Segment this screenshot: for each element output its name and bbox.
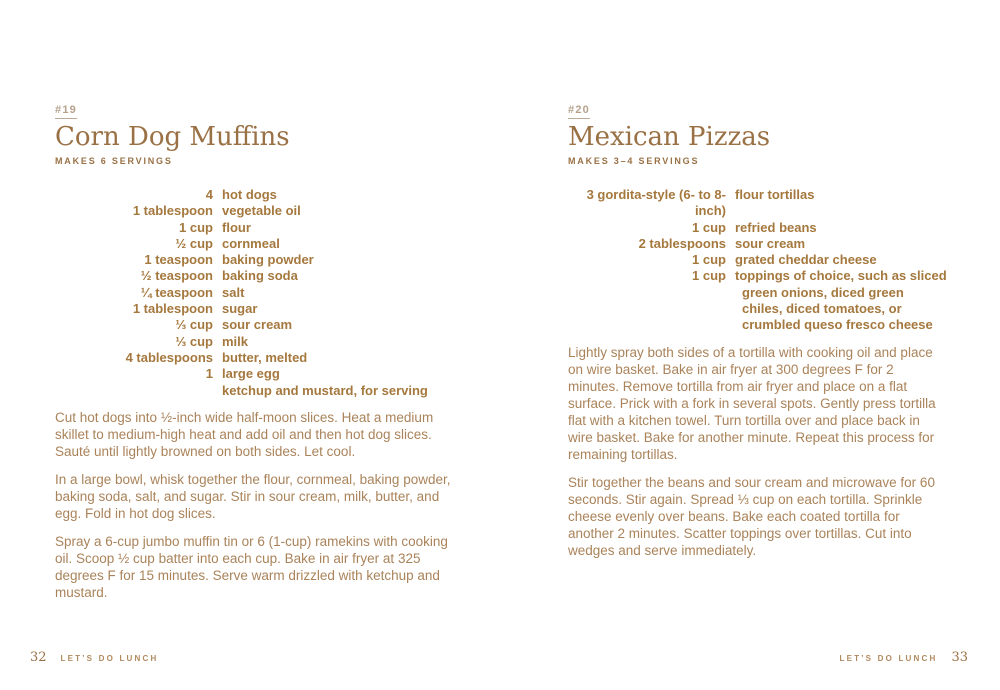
ingredient-amount: 4 tablespoons bbox=[125, 349, 213, 365]
servings-line: MAKES 3–4 SERVINGS bbox=[568, 156, 700, 166]
ingredient-amount: ½ teaspoon bbox=[140, 268, 213, 284]
instruction-paragraph: In a large bowl, whisk together the flour, cornmeal, baking powder, baking soda, salt, and sugar. Stir in sour cream, milk, butter, and egg. Fold in hot dog slices. bbox=[55, 471, 451, 521]
ingredient-name: baking powder bbox=[222, 252, 314, 268]
ingredient-name: sour cream bbox=[735, 235, 806, 251]
ingredient-name: large egg bbox=[222, 366, 280, 382]
instructions bbox=[568, 344, 947, 559]
ingredient-name: cornmeal bbox=[222, 235, 280, 251]
ingredient-amount: ¼ teaspoon bbox=[140, 284, 213, 300]
ingredient-amount: 1 tablespoon bbox=[132, 203, 213, 219]
ingredient-name: butter, melted bbox=[222, 349, 308, 365]
instruction-paragraph: Spray a 6-cup jumbo muffin tin or 6 (1-cup) ramekins with cooking oil. Scoop ½ cup batter into each cup. Bake in air fryer at 325 degrees F for 15 minutes. Serve warm drizzled with ketchup and mustard. bbox=[55, 533, 448, 600]
recipe-title: Corn Dog Muffins bbox=[55, 122, 290, 152]
recipe-title: Mexican Pizzas bbox=[568, 122, 771, 152]
ingredient-amount: 1 cup bbox=[179, 219, 213, 235]
ingredient-amount: 2 tablespoons bbox=[638, 235, 726, 251]
ingredient-name: refried beans bbox=[735, 219, 817, 235]
ingredient-name: toppings of choice, such as sliced green onions, diced green chiles, diced tomatoes, or crumbled queso fresco cheese bbox=[735, 268, 947, 333]
page-number: 33 bbox=[951, 650, 968, 665]
ingredient-amount: 1 teaspoon bbox=[144, 252, 213, 268]
ingredient-name: sour cream bbox=[222, 317, 293, 333]
instruction-paragraph: Stir together the beans and sour cream and microwave for 60 seconds. Stir again. Spread ⅓ cup on each tortilla. Sprinkle cheese evenly over beans. Bake each coated tortilla for another 2 minutes. Scatter toppings over tortillas. Cut into wedges and serve immediately. bbox=[568, 474, 935, 558]
ingredient-name: sugar bbox=[222, 301, 258, 317]
section-title: LET’S DO LUNCH bbox=[839, 654, 938, 663]
ingredient-amount: 1 tablespoon bbox=[132, 301, 213, 317]
ingredient-name: flour bbox=[222, 219, 251, 235]
ingredient-amount: 4 bbox=[205, 187, 213, 202]
ingredient-name: flour tortillas bbox=[735, 187, 815, 202]
ingredient-name: ketchup and mustard, for serving bbox=[222, 382, 428, 398]
ingredient-name: milk bbox=[222, 333, 249, 349]
ingredient-amount: ⅓ cup bbox=[175, 317, 213, 333]
ingredient-amount: 1 cup bbox=[692, 268, 726, 284]
ingredient-name: hot dogs bbox=[222, 187, 277, 202]
instruction-paragraph: Cut hot dogs into ½-inch wide half-moon slices. Heat a medium skillet to medium-high heat and add oil and then hot dog slices. Sauté until lightly browned on both sides. Let cool. bbox=[55, 409, 434, 459]
ingredient-name: salt bbox=[222, 284, 245, 300]
servings-line: MAKES 6 SERVINGS bbox=[55, 156, 173, 166]
instruction-paragraph: Lightly spray both sides of a tortilla with cooking oil and place on wire basket. Bake in air fryer at 300 degrees F for 2 minutes. Remove tortilla from air fryer and place on a flat surface. Prick with a fork in several spots. Gently press tortilla flat with a kitchen towel. Turn tortilla over and place back in wire basket. Bake for another minute. Repeat this process for remaining tortillas. bbox=[568, 344, 936, 462]
ingredient-amount: 1 cup bbox=[692, 252, 726, 268]
recipe-page-right bbox=[568, 100, 947, 570]
section-title: LET’S DO LUNCH bbox=[60, 654, 159, 663]
recipe-page-left bbox=[55, 100, 457, 612]
ingredient-amount: 3 gordita-style (6- to 8-inch) bbox=[586, 187, 726, 219]
recipe-number: #19 bbox=[55, 104, 77, 119]
page-number: 32 bbox=[30, 650, 47, 665]
ingredient-name: vegetable oil bbox=[222, 203, 301, 219]
ingredient-amount: 1 bbox=[205, 366, 213, 382]
ingredient-list bbox=[55, 187, 457, 399]
ingredient-amount: ⅓ cup bbox=[175, 333, 213, 349]
ingredient-amount: 1 cup bbox=[692, 219, 726, 235]
instructions bbox=[55, 409, 457, 601]
footer-right bbox=[840, 650, 968, 665]
ingredient-amount: ½ cup bbox=[175, 235, 213, 251]
ingredient-amount bbox=[55, 383, 213, 399]
recipe-number: #20 bbox=[568, 104, 590, 119]
ingredient-name: baking soda bbox=[222, 268, 298, 284]
ingredient-name: grated cheddar cheese bbox=[735, 252, 877, 268]
ingredient-list bbox=[568, 187, 947, 334]
footer-left bbox=[30, 650, 158, 665]
